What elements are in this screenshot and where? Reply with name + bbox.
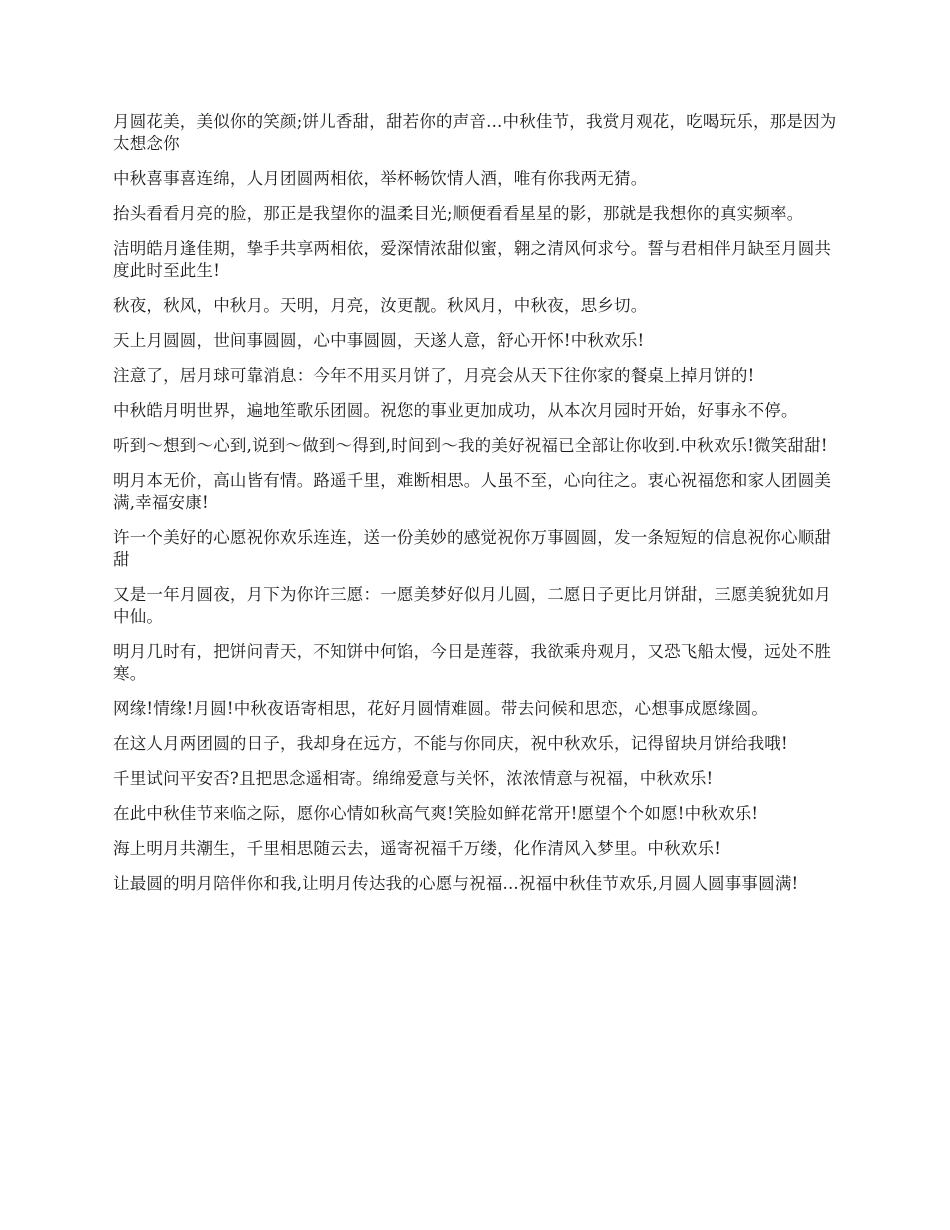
paragraph-10: 明月本无价，高山皆有情。路遥千里，难断相思。人虽不至，心向往之。衷心祝福您和家人团圆美满,幸福安康! <box>113 471 832 512</box>
paragraph-6: 天上月圆圆，世间事圆圆，心中事圆圆，天遂人意，舒心开怀!中秋欢乐! <box>113 331 645 350</box>
paragraph-18: 海上明月共潮生，千里相思随云去，遥寄祝福千万缕，化作清风入梦里。中秋欢乐! <box>113 839 722 858</box>
paragraph-11: 许一个美好的心愿祝你欢乐连连，送一份美妙的感觉祝你万事圆圆，发一条短短的信息祝你心顺甜甜 <box>113 528 832 569</box>
paragraph-4: 洁明皓月逢佳期，挚手共享两相依，爱深情浓甜似蜜，翱之清风何求兮。誓与君相伴月缺至月圆共度此时至此生! <box>113 239 832 280</box>
paragraph-16: 千里试问平安否?且把思念遥相寄。绵绵爱意与关怀，浓浓情意与祝福，中秋欢乐! <box>113 769 714 788</box>
paragraph-19: 让最圆的明月陪伴你和我,让明月传达我的心愿与祝福...祝福中秋佳节欢乐,月圆人圆事事圆满! <box>113 874 799 893</box>
paragraph-15: 在这人月两团圆的日子，我却身在远方，不能与你同庆，祝中秋欢乐，记得留块月饼给我哦! <box>113 734 788 753</box>
paragraph-14: 网缘!情缘!月圆!中秋夜语寄相思，花好月圆情难圆。带去问候和思恋，心想事成愿缘圆。 <box>113 699 769 718</box>
paragraph-8: 中秋皓月明世界，遍地笙歌乐团圆。祝您的事业更加成功，从本次月园时开始，好事永不停。 <box>113 401 798 420</box>
paragraph-2: 中秋喜事喜连绵，人月团圆两相依，举杯畅饮情人酒，唯有你我两无猜。 <box>113 169 648 188</box>
paragraph-9: 听到～想到～心到,说到～做到～得到,时间到～我的美好祝福已全部让你收到.中秋欢乐!微笑甜甜! <box>113 436 828 455</box>
document-body <box>113 111 841 908</box>
paragraph-17: 在此中秋佳节来临之际，愿你心情如秋高气爽!笑脸如鲜花常开!愿望个个如愿!中秋欢乐! <box>113 804 759 823</box>
paragraph-13: 明月几时有，把饼问青天，不知饼中何馅，今日是莲蓉，我欲乘舟观月，又恐飞船太慢，远处不胜寒。 <box>113 642 832 683</box>
paragraph-7: 注意了，居月球可靠消息：今年不用买月饼了，月亮会从天下往你家的餐桌上掉月饼的! <box>113 366 755 385</box>
paragraph-3: 抬头看看月亮的脸，那正是我望你的温柔目光;顺便看看星星的影，那就是我想你的真实频率。 <box>113 204 804 223</box>
paragraph-1: 月圆花美，美似你的笑颜;饼儿香甜，甜若你的声音...中秋佳节，我赏月观花，吃喝玩乐，那是因为太想念你 <box>113 112 837 153</box>
paragraph-12: 又是一年月圆夜，月下为你许三愿：一愿美梦好似月儿圆，二愿日子更比月饼甜，三愿美貌犹如月中仙。 <box>113 585 832 626</box>
paragraph-5: 秋夜，秋风，中秋月。天明，月亮，汝更靓。秋风月，中秋夜，思乡切。 <box>113 296 648 315</box>
